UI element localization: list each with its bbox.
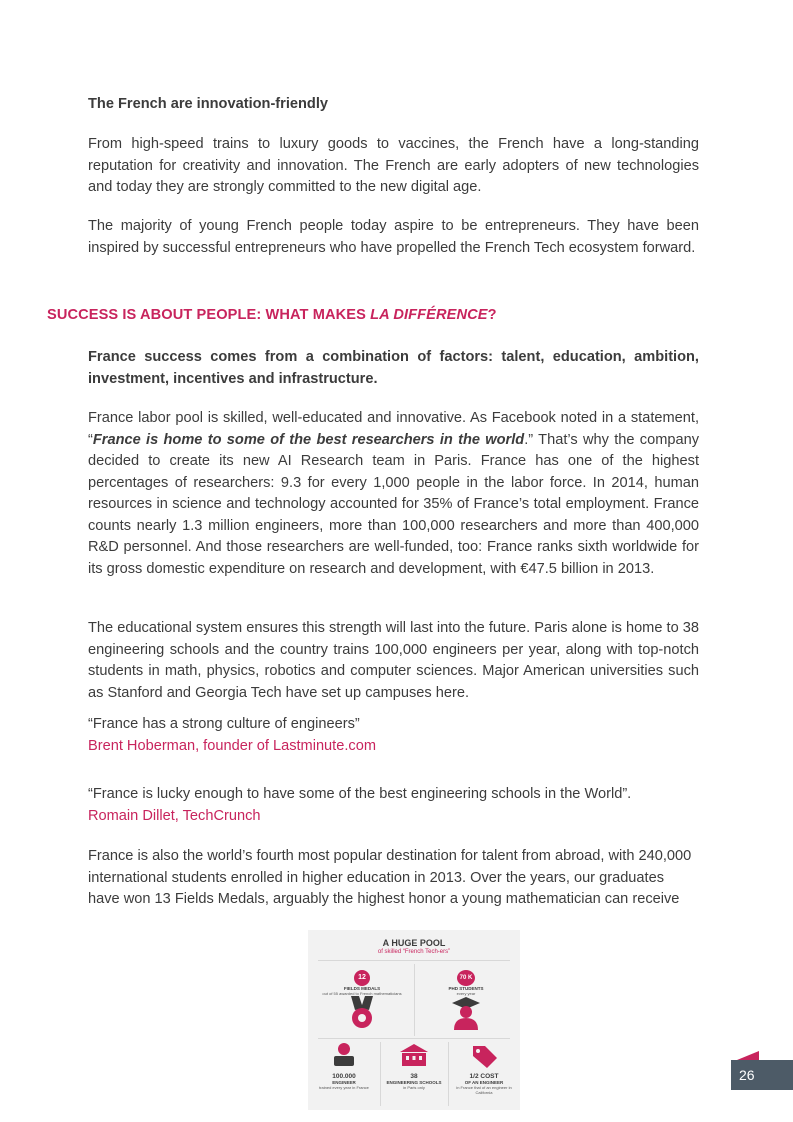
graduate-icon: [446, 996, 486, 1030]
section-title: The French are innovation-friendly: [88, 96, 329, 112]
stat-note: in Paris only: [403, 1085, 425, 1090]
stat-label: FIELDS MEDALS: [343, 986, 381, 991]
stat-engineers: [310, 1042, 378, 1090]
section-heading-suffix: ?: [487, 307, 497, 323]
stat-label: PHD STUDENTS: [448, 986, 484, 991]
paragraph-entrepreneurs: The majority of young French people today aspire to be entrepreneurs. They have been inspired by successful entrepreneurs who have propelled the French Tech ecosystem forward.: [88, 218, 699, 256]
divider: [318, 1038, 510, 1039]
section-heading-prefix: SUCCESS IS ABOUT PEOPLE: WHAT MAKES: [47, 307, 371, 323]
section-heading-italic: LA DIFFÉRENCE: [370, 307, 488, 323]
divider: [448, 1042, 449, 1106]
quote-text: “France is lucky enough to have some of the best engineering schools in the World”.: [88, 786, 632, 802]
quote-author: Brent Hoberman, founder of Lastminute.com: [88, 737, 376, 754]
page-corner-flag: [737, 1051, 759, 1060]
medal-icon: [342, 996, 382, 1030]
quote-text: “France has a strong culture of engineers”: [88, 716, 360, 732]
divider: [380, 1042, 381, 1106]
stat-value: 1/2 COST: [469, 1073, 499, 1080]
stat-note: out of 55 awarded to French mathematicians: [322, 991, 402, 996]
stat-note: trained every year in France: [319, 1085, 369, 1090]
paragraph-education: The educational system ensures this strength will last into the future. Paris alone is home to 38 engineering schools and the country trains 100,000 engineers per year, along with top-notch students in math, physics, robotics and computer sciences. Major American universities such as Stanford and Georgia Tech have set up campuses here.: [88, 620, 699, 701]
intro-paragraph: France success comes from a combination of factors: talent, education, ambition, investment, incentives and infrastructure.: [88, 349, 699, 387]
labor-text-a: France labor pool is skilled, well-educated and innovative. As Facebook noted in a statement, “: [88, 410, 699, 448]
facebook-quote: France is home to some of the best researchers in the world: [92, 431, 525, 448]
page-number: 26: [739, 1067, 755, 1083]
stat-note: in France that of an engineer in California: [456, 1085, 512, 1095]
stat-phd-students: [418, 966, 514, 1035]
paragraph-labor-pool: [88, 408, 699, 580]
quote-author: Romain Dillet, TechCrunch: [88, 807, 261, 824]
stat-label: OF AN ENGINEER: [464, 1080, 504, 1085]
infographic-subtitle: of skilled “French Tech-ers”: [377, 949, 451, 955]
divider: [318, 960, 510, 961]
labor-text-b: .” That’s why the company decided to create its new AI Research team in Paris. France has one of the highest percentages of researchers: 9.3 for every 1,000 people in the labor force. In 2014, human resources in science and technology accounted for 35% of France’s total employment. France counts nearly 1.3 million engineers, more than 100,000 researchers and more than 400,000 R&D personnel. And those researchers are well-funded, too: France ranks sixth worldwide for its gross domestic expenditure on research and development, with €47.5 billion in 2013.: [88, 431, 699, 577]
stat-value: 100.000: [332, 1073, 356, 1080]
paragraph-innovation: From high-speed trains to luxury goods to vaccines, the French have a long-standing reputation for creativity and innovation. The French are early adopters of new technologies and today they are strongly committed to the new digital age.: [88, 136, 699, 195]
infographic-title: A HUGE POOL: [382, 938, 446, 948]
engineer-icon: [327, 1042, 361, 1068]
price-tag-icon: [467, 1042, 501, 1068]
divider: [414, 964, 415, 1036]
stat-label: ENGINEER: [332, 1080, 356, 1085]
infographic: [308, 930, 520, 1110]
stat-label: ENGINEERING SCHOOLS: [386, 1080, 442, 1085]
school-building-icon: [397, 1042, 431, 1068]
stat-engineering-schools: [382, 1042, 446, 1090]
stat-value: 38: [410, 1073, 418, 1080]
section-heading: [47, 307, 497, 323]
stat-engineer-cost: [450, 1042, 518, 1095]
quote-block-1: [88, 714, 699, 757]
stat-value: 12: [354, 970, 370, 986]
paragraph-talent: France is also the world’s fourth most popular destination for talent from abroad, with 240,000 international students enrolled in higher education in 2013. Over the years, our graduates have won 13 Fields Medals, arguably the highest honor a young mathematician can receive: [88, 848, 692, 907]
stat-fields-medals: [314, 966, 410, 1035]
quote-block-2: [88, 784, 699, 827]
stat-note: every year: [456, 991, 476, 996]
stat-value: 70 K: [457, 970, 475, 986]
